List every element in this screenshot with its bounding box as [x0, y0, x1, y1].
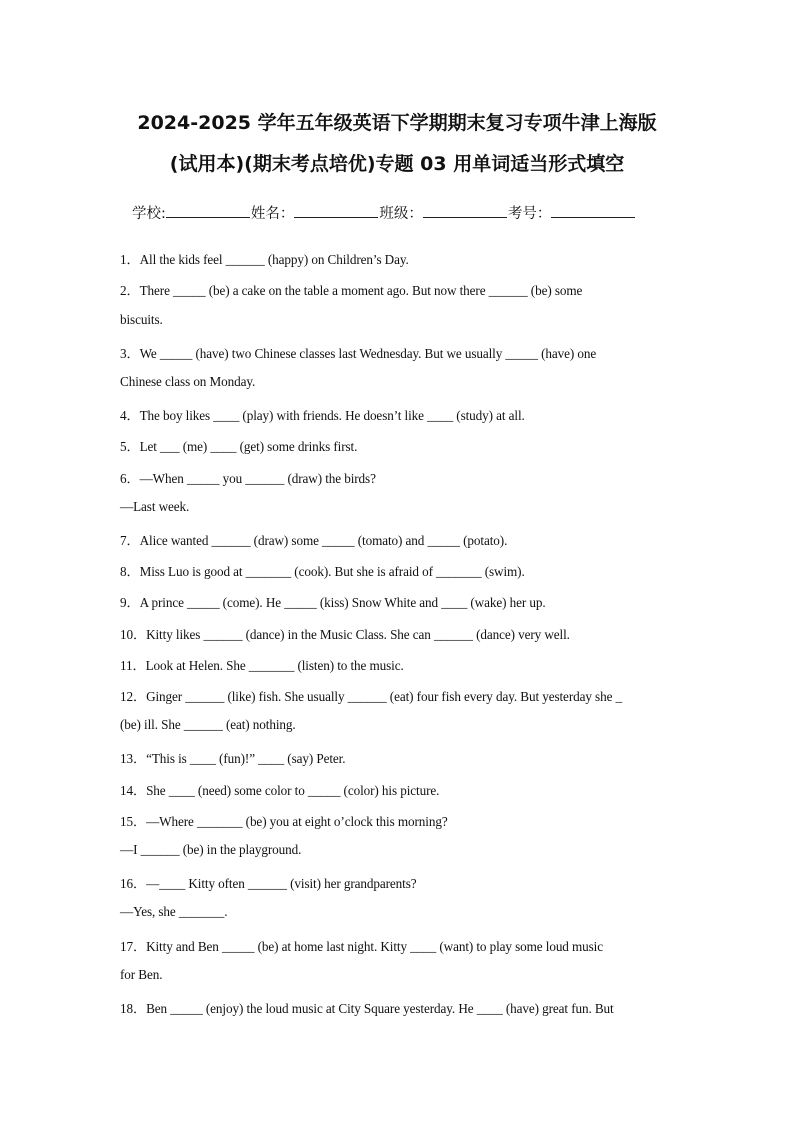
- class-blank[interactable]: [423, 203, 507, 218]
- exercise-line: 16．—____ Kitty often ______ (visit) her grandparents?: [120, 876, 417, 891]
- exercise-line: 4．The boy likes ____ (play) with friends. He doesn’t like ____ (study) at all.: [120, 408, 525, 423]
- exercise-line: 5．Let ___ (me) ____ (get) some drinks first.: [120, 439, 358, 454]
- exercise-line: 6．—When _____ you ______ (draw) the birds?: [120, 471, 376, 486]
- exercise-line: for Ben.: [120, 967, 163, 982]
- exercise-line: 3．We _____ (have) two Chinese classes last Wednesday. But we usually _____ (have) one: [120, 346, 597, 361]
- exercise-line: biscuits.: [120, 312, 163, 327]
- school-blank[interactable]: [166, 203, 250, 218]
- name-blank[interactable]: [294, 203, 378, 218]
- student-info-row: [132, 202, 692, 223]
- exercise-line: 13．“This is ____ (fun)!” ____ (say) Peter.: [120, 751, 346, 766]
- exercise-line: —Last week.: [120, 499, 190, 514]
- exercise-line: —Yes, she _______.: [120, 904, 228, 919]
- exercise-line: 10．Kitty likes ______ (dance) in the Music Class. She can ______ (dance) very well.: [120, 627, 570, 642]
- exercise-line: 18．Ben _____ (enjoy) the loud music at City Square yesterday. He ____ (have) great fun. But: [120, 1001, 614, 1016]
- document-title-line-1: 2024-2025 学年五年级英语下学期期末复习专项牛津上海版: [137, 112, 657, 134]
- exercise-line: 2．There _____ (be) a cake on the table a moment ago. But now there ______ (be) some: [120, 283, 583, 298]
- name-label: 姓名：: [250, 206, 295, 222]
- exercise-line: 12．Ginger ______ (like) fish. She usually ______ (eat) four fish every day. But yesterday she _: [120, 689, 623, 704]
- exercise-line: 17．Kitty and Ben _____ (be) at home last night. Kitty ____ (want) to play some loud music: [120, 939, 603, 954]
- exam-no-blank[interactable]: [551, 203, 635, 218]
- exercise-line: 11．Look at Helen. She _______ (listen) to the music.: [120, 658, 404, 673]
- exercise-line: 1．All the kids feel ______ (happy) on Children’s Day.: [120, 252, 409, 267]
- class-label: 班级：: [379, 206, 423, 222]
- exercise-line: —I ______ (be) in the playground.: [120, 842, 302, 857]
- document-title-line-2: (试用本)(期末考点培优)专题 03 用单词适当形式填空: [169, 153, 625, 175]
- exercise-line: 15．—Where _______ (be) you at eight o’clock this morning?: [120, 814, 448, 829]
- exercise-line: (be) ill. She ______ (eat) nothing.: [120, 717, 296, 732]
- exercise-line: Chinese class on Monday.: [120, 374, 256, 389]
- exam-no-label: 考号：: [507, 206, 552, 222]
- exercise-line: 8．Miss Luo is good at _______ (cook). But she is afraid of _______ (swim).: [120, 564, 525, 579]
- exercise-line: 14．She ____ (need) some color to _____ (color) his picture.: [120, 783, 440, 798]
- school-label: 学校:: [132, 206, 166, 222]
- exercise-line: 9．A prince _____ (come). He _____ (kiss) Snow White and ____ (wake) her up.: [120, 595, 546, 610]
- exercise-line: 7．Alice wanted ______ (draw) some _____ (tomato) and _____ (potato).: [120, 533, 508, 548]
